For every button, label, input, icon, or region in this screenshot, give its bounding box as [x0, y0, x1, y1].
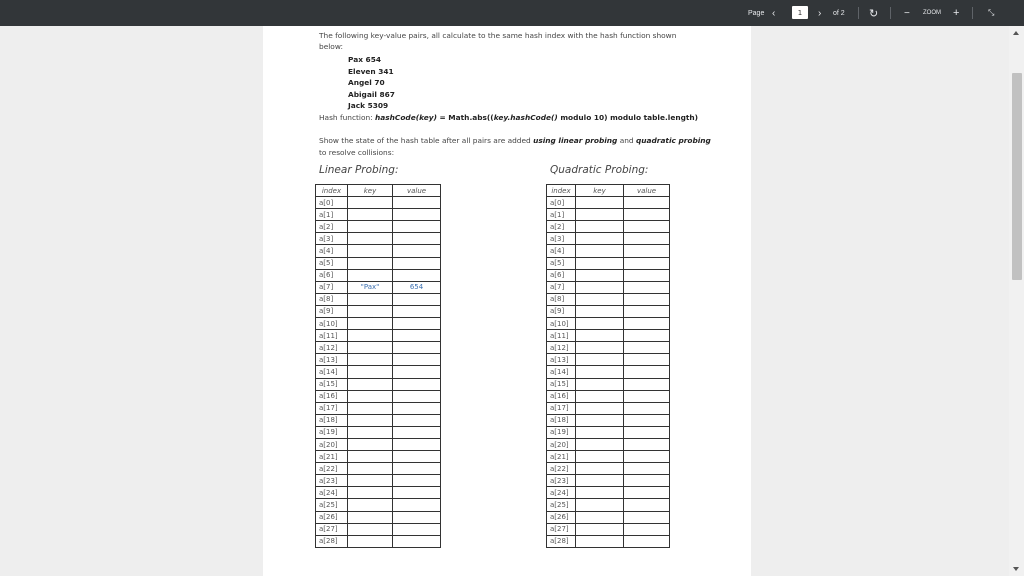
table-row — [316, 414, 441, 426]
value-cell[interactable] — [624, 305, 670, 317]
key-cell[interactable] — [348, 414, 393, 426]
instruction-linear: using linear probing — [533, 136, 618, 145]
index-cell: a[19] — [547, 426, 576, 438]
key-cell[interactable] — [576, 233, 624, 245]
scrollbar-thumb[interactable] — [1012, 73, 1022, 280]
hash-eq: = Math.abs(( — [436, 113, 494, 122]
value-cell[interactable] — [624, 245, 670, 257]
value-cell[interactable] — [624, 330, 670, 342]
value-cell[interactable] — [393, 318, 441, 330]
chevron-left-icon: ‹ — [772, 7, 776, 19]
table-row — [547, 366, 670, 378]
index-cell: a[23] — [547, 475, 576, 487]
index-cell: a[10] — [547, 318, 576, 330]
key-cell[interactable] — [576, 366, 624, 378]
key-cell[interactable] — [348, 221, 393, 233]
key-cell[interactable] — [576, 463, 624, 475]
index-cell: a[13] — [316, 354, 348, 366]
pair-item: Jack 5309 — [348, 101, 389, 110]
table-row — [547, 451, 670, 463]
table-row — [316, 318, 441, 330]
key-cell[interactable] — [576, 245, 624, 257]
key-cell[interactable] — [348, 305, 393, 317]
value-cell[interactable] — [624, 221, 670, 233]
scroll-down-arrow-icon[interactable] — [1013, 567, 1019, 571]
key-cell[interactable] — [348, 257, 393, 269]
key-cell[interactable] — [348, 342, 393, 354]
key-cell[interactable] — [576, 221, 624, 233]
value-cell[interactable] — [624, 487, 670, 499]
table-row — [316, 209, 441, 221]
table-row — [316, 511, 441, 523]
value-cell[interactable] — [624, 281, 670, 293]
key-cell[interactable] — [576, 511, 624, 523]
chevron-right-icon: › — [818, 7, 822, 19]
intro-text-line1: The following key-value pairs, all calculate to the same hash index with the hash function shown — [319, 31, 677, 40]
value-cell[interactable] — [624, 390, 670, 402]
value-cell[interactable] — [624, 257, 670, 269]
value-cell[interactable] — [393, 354, 441, 366]
zoom-label: ZOOM — [923, 10, 941, 16]
index-cell: a[7] — [547, 281, 576, 293]
key-cell[interactable] — [576, 257, 624, 269]
value-cell[interactable] — [393, 245, 441, 257]
table-row — [316, 523, 441, 535]
value-cell[interactable] — [393, 257, 441, 269]
value-cell[interactable] — [393, 499, 441, 511]
value-cell[interactable] — [624, 426, 670, 438]
instruction-line1 — [319, 136, 711, 145]
table-row — [547, 245, 670, 257]
index-cell: a[12] — [547, 342, 576, 354]
pair-item: Pax 654 — [348, 55, 381, 64]
table-row — [316, 257, 441, 269]
index-cell: a[23] — [316, 475, 348, 487]
key-cell[interactable] — [576, 269, 624, 281]
index-cell: a[19] — [316, 426, 348, 438]
table-row — [316, 426, 441, 438]
key-cell[interactable] — [348, 402, 393, 414]
index-cell: a[14] — [547, 366, 576, 378]
table-row — [316, 487, 441, 499]
value-cell[interactable] — [393, 414, 441, 426]
quadratic-probing-table — [546, 184, 670, 548]
hash-function-line — [319, 113, 698, 122]
key-cell[interactable] — [348, 318, 393, 330]
table-row — [547, 487, 670, 499]
table-row — [316, 330, 441, 342]
page-count: of 2 — [833, 9, 845, 17]
key-cell[interactable] — [576, 197, 624, 209]
value-cell[interactable] — [624, 318, 670, 330]
value-cell[interactable] — [393, 426, 441, 438]
value-cell[interactable] — [624, 378, 670, 390]
key-cell[interactable] — [576, 342, 624, 354]
table-row — [547, 390, 670, 402]
pair-item: Abigail 867 — [348, 89, 395, 99]
table-row — [547, 426, 670, 438]
value-cell[interactable] — [393, 305, 441, 317]
key-cell[interactable] — [576, 451, 624, 463]
table-header-row — [547, 185, 670, 197]
column-header-index: index — [547, 185, 576, 197]
index-cell: a[4] — [316, 245, 348, 257]
column-header-index: index — [316, 185, 348, 197]
toolbar-divider — [858, 7, 859, 19]
column-header-key: key — [348, 185, 393, 197]
key-cell[interactable] — [576, 390, 624, 402]
index-cell: a[3] — [547, 233, 576, 245]
value-cell[interactable] — [393, 487, 441, 499]
intro-text-line2: below: — [319, 42, 343, 51]
table-row — [316, 438, 441, 450]
value-cell[interactable] — [393, 233, 441, 245]
key-cell[interactable] — [576, 414, 624, 426]
index-cell: a[15] — [316, 378, 348, 390]
key-cell[interactable] — [576, 354, 624, 366]
rotate-icon: ↻ — [869, 7, 879, 20]
plus-icon: + — [953, 7, 960, 19]
zoom-out-button[interactable] — [904, 0, 910, 26]
table-row — [547, 499, 670, 511]
index-cell: a[21] — [547, 451, 576, 463]
key-cell[interactable] — [348, 451, 393, 463]
index-cell: a[24] — [547, 487, 576, 499]
table-row — [316, 293, 441, 305]
index-cell: a[18] — [547, 414, 576, 426]
index-cell: a[13] — [547, 354, 576, 366]
index-cell: a[17] — [547, 402, 576, 414]
index-cell: a[9] — [547, 305, 576, 317]
table-row — [547, 318, 670, 330]
index-cell: a[20] — [316, 438, 348, 450]
index-cell: a[14] — [316, 366, 348, 378]
table-row — [316, 451, 441, 463]
key-cell[interactable] — [576, 281, 624, 293]
value-cell[interactable] — [393, 451, 441, 463]
value-cell[interactable]: 654 — [393, 281, 441, 293]
toolbar-divider — [890, 7, 891, 19]
table-row — [547, 293, 670, 305]
index-cell: a[28] — [316, 535, 348, 547]
key-cell[interactable] — [576, 523, 624, 535]
index-cell: a[6] — [547, 269, 576, 281]
table-row — [316, 390, 441, 402]
index-cell: a[10] — [316, 318, 348, 330]
quadratic-probing-heading: Quadratic Probing: — [550, 164, 649, 176]
key-cell[interactable] — [348, 233, 393, 245]
table-row — [316, 402, 441, 414]
value-cell[interactable] — [624, 535, 670, 547]
index-cell: a[28] — [547, 535, 576, 547]
table-row — [547, 269, 670, 281]
prev-page-button[interactable] — [772, 0, 775, 26]
value-cell[interactable] — [624, 293, 670, 305]
key-cell[interactable] — [576, 487, 624, 499]
index-cell: a[12] — [316, 342, 348, 354]
value-cell[interactable] — [393, 269, 441, 281]
collapse-icon: ⤡ — [988, 8, 995, 17]
index-cell: a[21] — [316, 451, 348, 463]
index-cell: a[15] — [547, 378, 576, 390]
key-cell[interactable] — [348, 245, 393, 257]
hash-call: key.hashCode() — [493, 113, 558, 122]
table-row — [547, 535, 670, 547]
index-cell: a[3] — [316, 233, 348, 245]
index-cell: a[1] — [547, 209, 576, 221]
key-cell[interactable]: "Pax" — [348, 281, 393, 293]
value-cell[interactable] — [393, 402, 441, 414]
value-cell[interactable] — [624, 233, 670, 245]
key-cell[interactable] — [576, 426, 624, 438]
key-cell[interactable] — [348, 511, 393, 523]
key-cell[interactable] — [576, 402, 624, 414]
value-cell[interactable] — [393, 523, 441, 535]
linear-probing-heading: Linear Probing: — [319, 164, 399, 176]
table-row — [316, 233, 441, 245]
page-label: Page — [748, 9, 765, 17]
toolbar-divider — [972, 7, 973, 19]
value-cell[interactable] — [393, 463, 441, 475]
table-row — [547, 342, 670, 354]
table-row — [547, 221, 670, 233]
table-row — [316, 366, 441, 378]
key-cell[interactable] — [348, 487, 393, 499]
index-cell: a[25] — [547, 499, 576, 511]
instruction-pre: Show the state of the hash table after all pairs are added — [319, 136, 534, 145]
index-cell: a[16] — [547, 390, 576, 402]
table-row — [316, 378, 441, 390]
index-cell: a[1] — [316, 209, 348, 221]
table-row — [547, 438, 670, 450]
index-cell: a[27] — [547, 523, 576, 535]
index-cell: a[20] — [547, 438, 576, 450]
page-number-input[interactable]: 1 — [792, 6, 808, 19]
instruction-line2: to resolve collisions: — [319, 148, 395, 157]
key-cell[interactable] — [348, 209, 393, 221]
value-cell[interactable] — [624, 414, 670, 426]
value-cell[interactable] — [393, 475, 441, 487]
value-cell[interactable] — [624, 209, 670, 221]
value-cell[interactable] — [624, 366, 670, 378]
value-cell[interactable] — [393, 342, 441, 354]
index-cell: a[5] — [316, 257, 348, 269]
value-cell[interactable] — [624, 269, 670, 281]
index-cell: a[0] — [547, 197, 576, 209]
table-row — [547, 402, 670, 414]
value-cell[interactable] — [393, 511, 441, 523]
table-row — [316, 354, 441, 366]
value-cell[interactable] — [624, 499, 670, 511]
instruction-quadratic: quadratic probing — [635, 136, 711, 145]
table-row — [547, 281, 670, 293]
value-cell[interactable] — [624, 402, 670, 414]
key-cell[interactable] — [576, 535, 624, 547]
index-cell: a[0] — [316, 197, 348, 209]
table-row — [316, 197, 441, 209]
value-cell[interactable] — [393, 378, 441, 390]
table-row — [547, 233, 670, 245]
value-cell[interactable] — [393, 535, 441, 547]
table-row — [547, 330, 670, 342]
index-cell: a[18] — [316, 414, 348, 426]
key-cell[interactable] — [576, 499, 624, 511]
linear-probing-table — [315, 184, 441, 548]
pair-item: Eleven 341 — [348, 66, 394, 76]
key-cell[interactable] — [348, 330, 393, 342]
value-cell[interactable] — [624, 475, 670, 487]
index-cell: a[22] — [316, 463, 348, 475]
key-cell[interactable] — [348, 499, 393, 511]
index-cell: a[22] — [547, 463, 576, 475]
value-cell[interactable] — [393, 221, 441, 233]
table-row — [316, 342, 441, 354]
index-cell: a[26] — [316, 511, 348, 523]
minus-icon: − — [904, 7, 910, 19]
hash-label: Hash function: — [319, 113, 373, 122]
value-cell[interactable] — [624, 438, 670, 450]
rotate-button[interactable] — [869, 0, 878, 26]
table-row — [316, 221, 441, 233]
column-header-key: key — [576, 185, 624, 197]
key-cell[interactable] — [348, 523, 393, 535]
table-row — [316, 245, 441, 257]
value-cell[interactable] — [624, 197, 670, 209]
value-cell[interactable] — [624, 523, 670, 535]
index-cell: a[4] — [547, 245, 576, 257]
key-cell[interactable] — [576, 318, 624, 330]
fullscreen-button[interactable] — [988, 0, 994, 26]
key-cell[interactable] — [348, 426, 393, 438]
value-cell[interactable] — [393, 197, 441, 209]
pair-item: Angel 70 — [348, 78, 385, 87]
key-cell[interactable] — [576, 330, 624, 342]
index-cell: a[9] — [316, 305, 348, 317]
key-cell[interactable] — [576, 305, 624, 317]
value-cell[interactable] — [393, 438, 441, 450]
key-cell[interactable] — [348, 463, 393, 475]
index-cell: a[2] — [547, 221, 576, 233]
zoom-in-button[interactable] — [953, 0, 959, 26]
hash-rest: modulo 10) modulo table.length) — [557, 113, 699, 122]
instruction-and: and — [617, 136, 636, 145]
index-cell: a[11] — [316, 330, 348, 342]
table-row — [547, 257, 670, 269]
key-cell[interactable] — [348, 378, 393, 390]
key-cell[interactable] — [348, 269, 393, 281]
table-row — [547, 475, 670, 487]
index-cell: a[17] — [316, 402, 348, 414]
key-cell[interactable] — [348, 535, 393, 547]
table-row — [316, 475, 441, 487]
index-cell: a[7] — [316, 281, 348, 293]
index-cell: a[11] — [547, 330, 576, 342]
table-row — [316, 463, 441, 475]
key-cell[interactable] — [348, 293, 393, 305]
key-cell[interactable] — [576, 209, 624, 221]
index-cell: a[8] — [316, 293, 348, 305]
table-row — [316, 305, 441, 317]
table-row — [547, 523, 670, 535]
value-cell[interactable] — [393, 330, 441, 342]
index-cell: a[24] — [316, 487, 348, 499]
index-cell: a[25] — [316, 499, 348, 511]
index-cell: a[6] — [316, 269, 348, 281]
value-cell[interactable] — [393, 366, 441, 378]
key-cell[interactable] — [348, 354, 393, 366]
table-row — [547, 511, 670, 523]
index-cell: a[27] — [316, 523, 348, 535]
value-cell[interactable] — [624, 342, 670, 354]
scroll-up-arrow-icon[interactable] — [1013, 31, 1019, 35]
table-row — [316, 281, 441, 293]
table-row — [316, 269, 441, 281]
value-cell[interactable] — [393, 293, 441, 305]
table-row — [316, 499, 441, 511]
table-row — [547, 354, 670, 366]
index-cell: a[16] — [316, 390, 348, 402]
next-page-button[interactable] — [818, 0, 821, 26]
table-row — [547, 197, 670, 209]
key-cell[interactable] — [576, 378, 624, 390]
table-row — [547, 209, 670, 221]
key-cell[interactable] — [348, 438, 393, 450]
column-header-value: value — [393, 185, 441, 197]
value-cell[interactable] — [393, 390, 441, 402]
index-cell: a[5] — [547, 257, 576, 269]
key-cell[interactable] — [348, 390, 393, 402]
value-cell[interactable] — [624, 451, 670, 463]
index-cell: a[2] — [316, 221, 348, 233]
key-cell[interactable] — [576, 475, 624, 487]
table-row — [316, 535, 441, 547]
key-cell[interactable] — [348, 197, 393, 209]
key-cell[interactable] — [576, 438, 624, 450]
table-header-row — [316, 185, 441, 197]
table-row — [547, 305, 670, 317]
table-row — [547, 414, 670, 426]
value-cell[interactable] — [624, 463, 670, 475]
hash-name: hashCode(key) — [375, 113, 437, 122]
table-row — [547, 378, 670, 390]
value-cell[interactable] — [393, 209, 441, 221]
index-cell: a[8] — [547, 293, 576, 305]
index-cell: a[26] — [547, 511, 576, 523]
value-cell[interactable] — [624, 511, 670, 523]
key-cell[interactable] — [348, 475, 393, 487]
key-cell[interactable] — [576, 293, 624, 305]
column-header-value: value — [624, 185, 670, 197]
value-cell[interactable] — [624, 354, 670, 366]
key-cell[interactable] — [348, 366, 393, 378]
table-row — [547, 463, 670, 475]
